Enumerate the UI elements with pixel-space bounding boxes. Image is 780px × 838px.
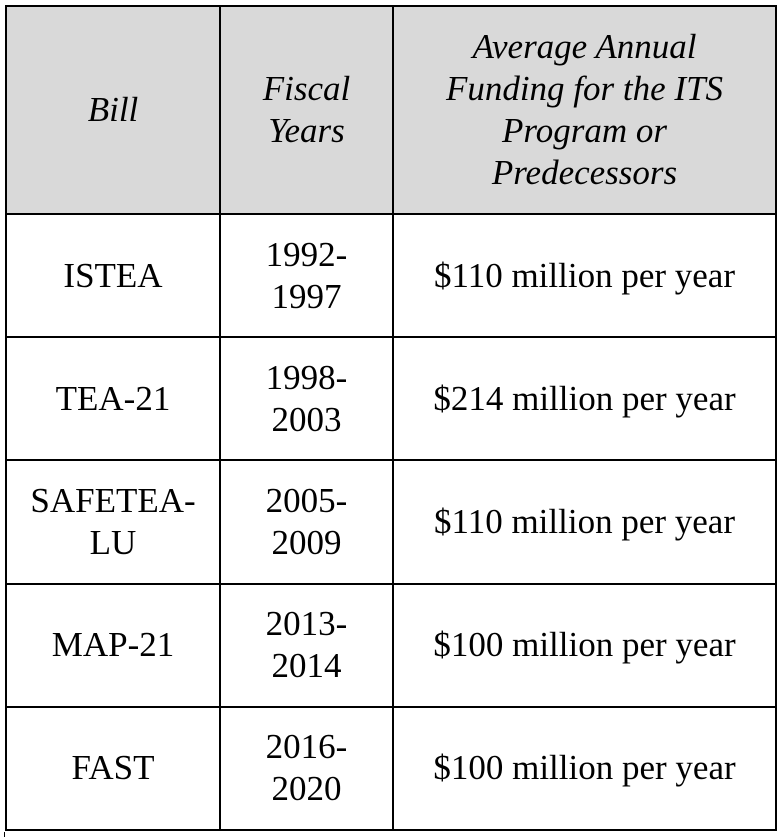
table-row <box>6 214 776 337</box>
funding-cell: $100 million per year <box>393 584 776 707</box>
fiscal-years-cell: 2005- 2009 <box>220 460 393 583</box>
header-bill: Bill <box>6 6 220 214</box>
table-row <box>6 584 776 707</box>
funding-cell: $110 million per year <box>393 460 776 583</box>
bill-cell: MAP-21 <box>6 584 220 707</box>
bill-cell: ISTEA <box>6 214 220 337</box>
fiscal-years-cell: 2016- 2020 <box>220 707 393 830</box>
fiscal-years-cell: 2013- 2014 <box>220 584 393 707</box>
table-row <box>6 460 776 583</box>
funding-cell: $214 million per year <box>393 337 776 460</box>
fiscal-years-cell: 1998- 2003 <box>220 337 393 460</box>
fiscal-years-cell: 1992- 1997 <box>220 214 393 337</box>
bill-cell: SAFETEA- LU <box>6 460 220 583</box>
funding-cell: $110 million per year <box>393 214 776 337</box>
funding-table <box>5 5 777 831</box>
header-fiscal-years: Fiscal Years <box>220 6 393 214</box>
funding-cell: $100 million per year <box>393 707 776 830</box>
bill-cell: FAST <box>6 707 220 830</box>
table-row <box>6 707 776 830</box>
bill-cell: TEA-21 <box>6 337 220 460</box>
header-average-annual-funding: Average Annual Funding for the ITS Program or Predecessors <box>393 6 776 214</box>
header-row <box>6 6 776 214</box>
table-row <box>6 337 776 460</box>
page-edge-mark <box>4 832 5 837</box>
